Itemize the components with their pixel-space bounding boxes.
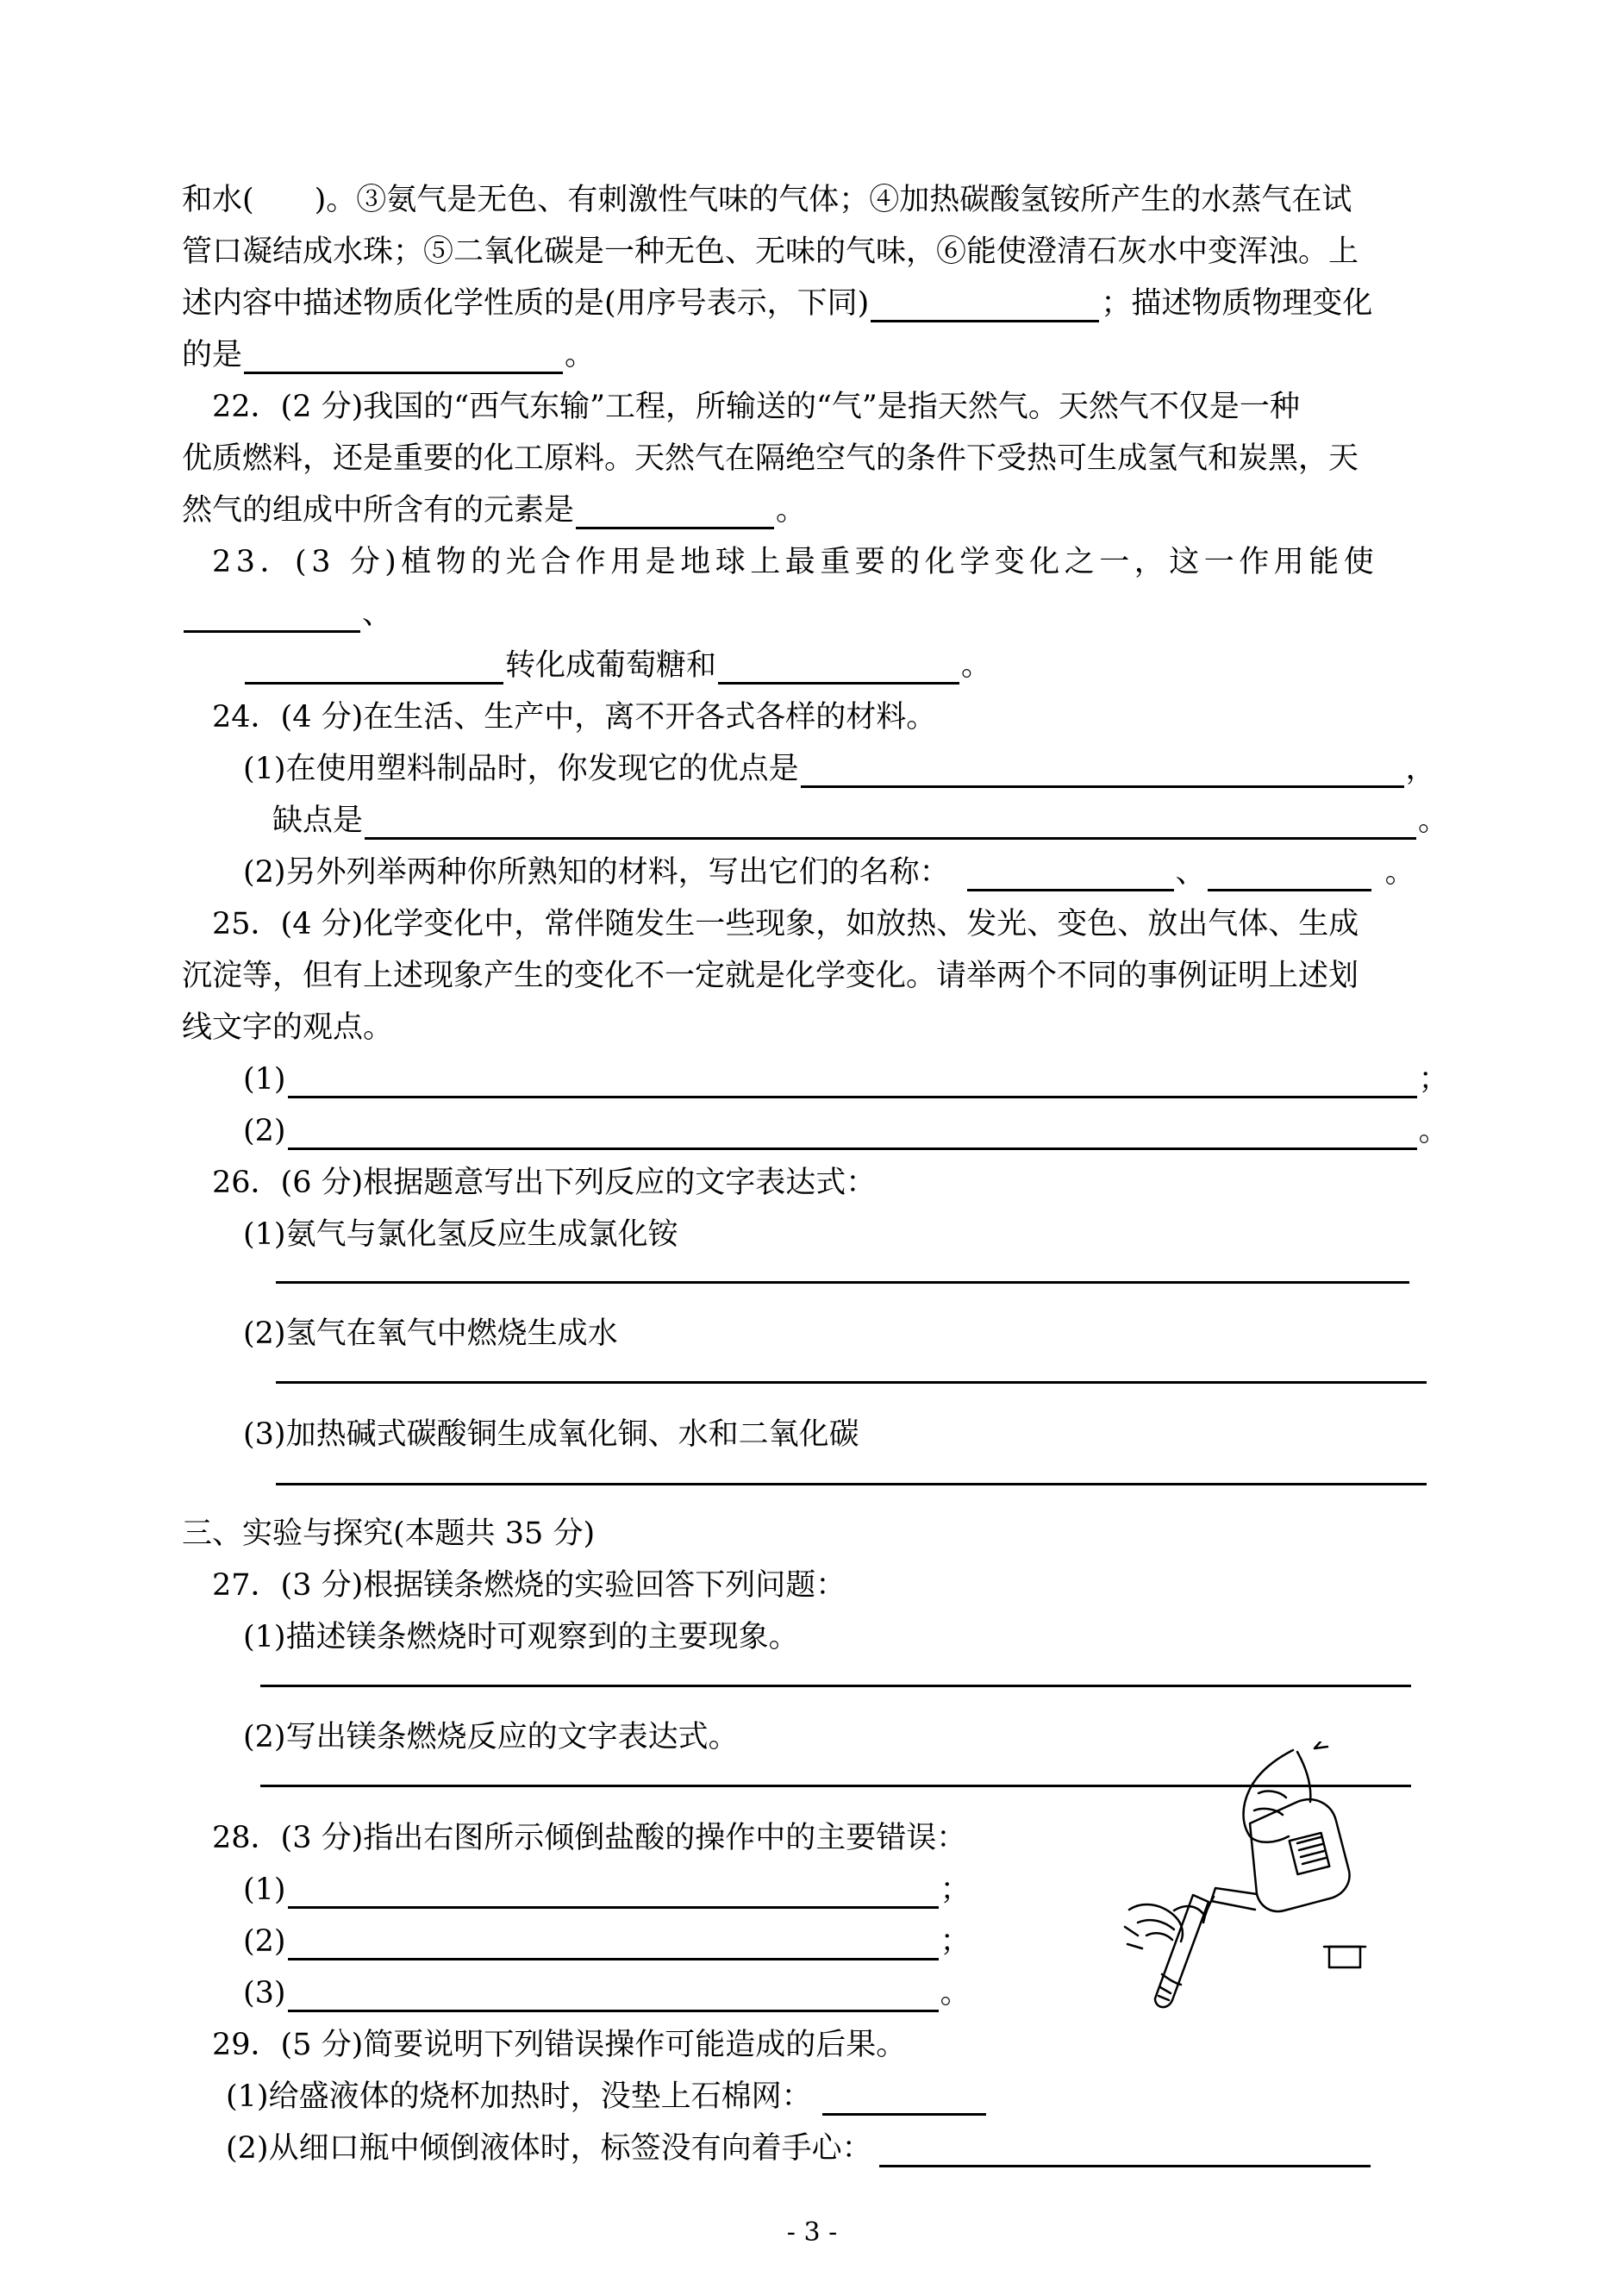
answer-blank[interactable] bbox=[365, 804, 1416, 840]
q24-part-2-sep: 、 bbox=[1175, 855, 1206, 890]
q24-part-1-cont bbox=[272, 802, 1448, 841]
q27-part-2: (2)写出镁条燃烧反应的文字表达式。 bbox=[243, 1720, 739, 1754]
q29-part-1-text: (1)给盛液体的烧杯加热时，没垫上石棉网： bbox=[226, 2079, 812, 2114]
answer-blank[interactable] bbox=[288, 1115, 1417, 1150]
q29-title: 29．(5 分)简要说明下列错误操作可能造成的后果。 bbox=[212, 2028, 907, 2062]
answer-blank[interactable] bbox=[801, 753, 1404, 788]
q23-line-2-tail: 、 bbox=[362, 597, 393, 631]
answer-blank[interactable] bbox=[184, 597, 360, 633]
q24-title: 24．(4 分)在生活、生产中，离不开各式各样的材料。 bbox=[212, 700, 937, 735]
answer-blank[interactable] bbox=[822, 2080, 986, 2116]
q26-part-2: (2)氢气在氧气中燃烧生成水 bbox=[243, 1316, 618, 1351]
q28-item-2-tail: ； bbox=[940, 1924, 971, 1959]
q25-item-2-label: (2) bbox=[243, 1114, 286, 1148]
answer-blank[interactable] bbox=[244, 339, 563, 374]
answer-blank[interactable] bbox=[288, 1063, 1417, 1098]
q28-item-3-tail: 。 bbox=[940, 1976, 971, 2010]
q21-line-1: 和水( )。③氨气是无色、有刺激性气味的气体；④加热碳酸氢铵所产生的水蒸气在试 bbox=[182, 183, 1352, 217]
q24-part-1 bbox=[243, 750, 1436, 790]
answer-line[interactable] bbox=[276, 1483, 1427, 1485]
q24-part-2-text: (2)另外列举两种你所熟知的材料，写出它们的名称： bbox=[243, 855, 950, 890]
q29-part-2-text: (2)从细口瓶中倾倒液体时，标签没有向着手心： bbox=[226, 2131, 872, 2166]
q25-line-2: 沉淀等，但有上述现象产生的变化不一定就是化学变化。请举两个不同的事例证明上述划 bbox=[182, 959, 1359, 993]
q25-item-1 bbox=[243, 1060, 1449, 1100]
q27-title: 27．(3 分)根据镁条燃烧的实验回答下列问题： bbox=[212, 1568, 846, 1603]
answer-blank[interactable] bbox=[871, 287, 1099, 322]
section-heading: 三、实验与探究(本题共 35 分) bbox=[182, 1516, 596, 1551]
answer-line[interactable] bbox=[276, 1381, 1427, 1384]
q23-line-3-tail: 。 bbox=[961, 648, 992, 683]
q26-title: 26．(6 分)根据题意写出下列反应的文字表达式： bbox=[212, 1166, 877, 1200]
answer-blank[interactable] bbox=[576, 494, 774, 529]
q25-item-1-tail: ； bbox=[1418, 1062, 1449, 1097]
q21-line-4-text: 的是 bbox=[182, 338, 243, 372]
q26-part-3: (3)加热碱式碳酸铜生成氧化铜、水和二氧化碳 bbox=[243, 1417, 859, 1452]
q29-part-1 bbox=[226, 2078, 988, 2117]
q24-part-1-comma: ， bbox=[1405, 752, 1436, 786]
q24-part-1-cont-text: 缺点是 bbox=[272, 804, 364, 838]
q28-item-2 bbox=[243, 1923, 971, 1962]
answer-line[interactable] bbox=[276, 1281, 1409, 1284]
q22-line-2: 优质燃料，还是重要的化工原料。天然气在隔绝空气的条件下受热可生成氢气和炭黑，天 bbox=[182, 441, 1359, 476]
q22-line-3-tail: 。 bbox=[776, 493, 807, 528]
q21-line-3 bbox=[182, 285, 1372, 324]
q28-item-1-tail: ； bbox=[940, 1873, 971, 1907]
q22-line-3 bbox=[182, 491, 806, 531]
answer-blank[interactable] bbox=[879, 2132, 1371, 2167]
q24-part-1-cont-tail: 。 bbox=[1418, 804, 1449, 838]
q29-part-2 bbox=[226, 2129, 1372, 2169]
page-number: - 3 - bbox=[786, 2217, 838, 2248]
q21-line-2: 管口凝结成水珠；⑤二氧化碳是一种无色、无味的气味，⑥能使澄清石灰水中变浑浊。上 bbox=[182, 235, 1359, 269]
q22-line-1: 22．(2 分)我国的“西气东输”工程，所输送的“气”是指天然气。天然气不仅是一种 bbox=[212, 390, 1300, 424]
answer-blank[interactable] bbox=[718, 649, 959, 685]
q28-item-1 bbox=[243, 1871, 971, 1910]
q23-line-3 bbox=[243, 647, 991, 686]
q24-part-1-text: (1)在使用塑料制品时，你发现它的优点是 bbox=[243, 752, 799, 786]
answer-blank[interactable] bbox=[288, 1873, 939, 1909]
q25-line-3: 线文字的观点。 bbox=[182, 1010, 394, 1045]
pouring-acid-illustration bbox=[1121, 1742, 1431, 2026]
q27-part-1: (1)描述镁条燃烧时可观察到的主要现象。 bbox=[243, 1620, 799, 1654]
q21-line-4 bbox=[182, 336, 595, 376]
q21-line-3-text: 述内容中描述物质化学性质的是(用序号表示，下同) bbox=[182, 286, 870, 321]
q23-line-3-text: 转化成葡萄糖和 bbox=[505, 648, 717, 683]
q24-part-2-tail: 。 bbox=[1384, 855, 1415, 890]
q25-line-1: 25．(4 分)化学变化中，常伴随发生一些现象，如放热、发光、变色、放出气体、生成 bbox=[212, 907, 1359, 941]
q28-item-1-label: (1) bbox=[243, 1873, 286, 1907]
q28-item-2-label: (2) bbox=[243, 1924, 286, 1959]
q24-part-2 bbox=[243, 854, 1415, 893]
answer-blank[interactable] bbox=[288, 1977, 939, 2012]
answer-blank[interactable] bbox=[967, 856, 1174, 891]
q23-line-1: 23．(3 分)植物的光合作用是地球上最重要的化学变化之一，这一作用能使 bbox=[212, 545, 1379, 579]
answer-blank[interactable] bbox=[245, 649, 503, 685]
q28-item-3-label: (3) bbox=[243, 1976, 286, 2010]
q25-item-2 bbox=[243, 1112, 1449, 1152]
q22-line-3-text: 然气的组成中所含有的元素是 bbox=[182, 493, 575, 528]
q25-item-1-label: (1) bbox=[243, 1062, 286, 1097]
q28-title: 28．(3 分)指出右图所示倾倒盐酸的操作中的主要错误： bbox=[212, 1821, 967, 1855]
q25-item-2-tail: 。 bbox=[1418, 1114, 1449, 1148]
q28-item-3 bbox=[243, 1974, 971, 2014]
q21-line-4-tail: 。 bbox=[565, 338, 596, 372]
answer-blank[interactable] bbox=[288, 1925, 939, 1960]
q23-line-2 bbox=[182, 595, 392, 635]
q21-line-3-tail: ；描述物质物理变化 bbox=[1101, 286, 1373, 321]
answer-line[interactable] bbox=[260, 1685, 1411, 1687]
q26-part-1: (1)氨气与氯化氢反应生成氯化铵 bbox=[243, 1217, 678, 1252]
answer-blank[interactable] bbox=[1208, 856, 1371, 891]
